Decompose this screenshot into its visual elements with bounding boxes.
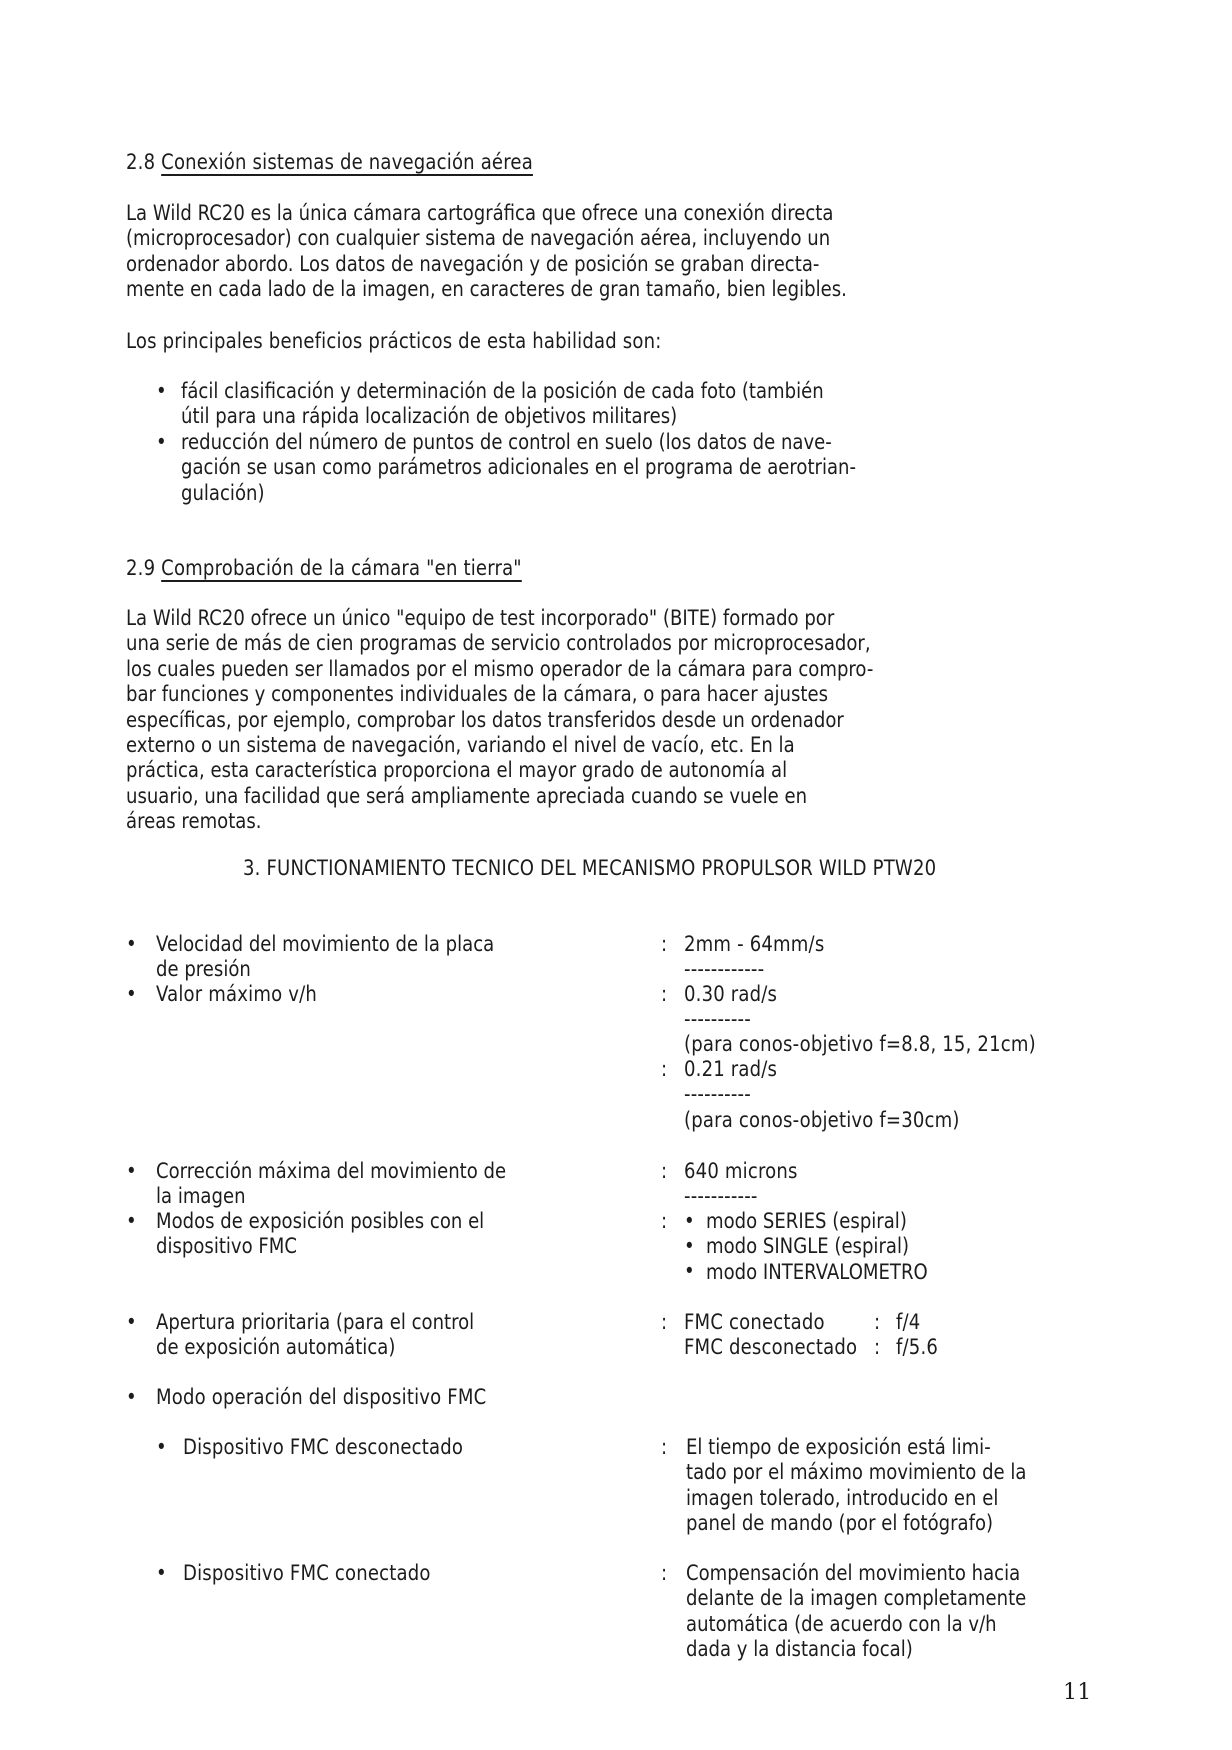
spec-label-line: Modos de exposición posibles con el: [156, 1209, 485, 1233]
spec-label-line: de presión: [156, 957, 251, 982]
spec-rule: ------------: [684, 957, 765, 981]
spec-label-vh: Valor máximo v/h: [156, 982, 317, 1006]
value-line: imagen tolerado, introducido en el: [686, 1485, 999, 1510]
paragraph-line: La Wild RC20 es la única cámara cartográfica que ofrece una conexión directa: [126, 201, 834, 225]
value-line: Compensación del movimiento hacia: [686, 1561, 1021, 1585]
bullet-icon: •: [684, 1259, 695, 1283]
spec-value-vh-1: 0.30 rad/s: [684, 982, 778, 1006]
paragraph-line: práctica, esta característica proporciona el mayor grado de autonomía al: [126, 758, 788, 783]
paragraph-line: ordenador abordo. Los datos de navegación y de posición se graban directa-: [126, 251, 820, 276]
spec-rule: -----------: [684, 1184, 758, 1208]
spec-value-correccion: 640 microns: [684, 1159, 798, 1183]
spec-label-line: Apertura prioritaria (para el control: [156, 1310, 475, 1334]
bullet-icon: •: [126, 1385, 137, 1409]
spec-value-vh-2: 0.21 rad/s: [684, 1057, 778, 1081]
spec-label-line: dispositivo FMC: [156, 1234, 297, 1259]
apertura-key: FMC desconectado: [684, 1335, 858, 1359]
apertura-sep: :: [874, 1310, 881, 1334]
spec-label-line: de exposición automática): [156, 1335, 396, 1360]
sub-value-desconectado: [686, 1435, 1026, 1537]
paragraph-line: La Wild RC20 ofrece un único "equipo de test incorporado" (BITE) formado por: [126, 606, 835, 630]
page-number: 11: [1063, 1680, 1092, 1705]
mode-item: modo SINGLE (espiral): [706, 1234, 910, 1259]
bullet-icon: •: [126, 1159, 137, 1183]
paragraph-line: bar funciones y componentes individuales de la cámara, o para hacer ajustes: [126, 682, 829, 707]
colon-separator: :: [661, 932, 668, 956]
bullet-icon: •: [126, 1310, 137, 1334]
spec-label-line: Corrección máxima del movimiento de: [156, 1159, 507, 1183]
bullet-icon: •: [126, 1209, 137, 1233]
bullet-icon: •: [684, 1209, 695, 1233]
bullet-icon: •: [156, 430, 167, 454]
bullet-icon: •: [156, 1561, 167, 1585]
spec-label-modos: [156, 1209, 484, 1260]
section-2-9-title: Comprobación de la cámara "en tierra": [161, 556, 522, 580]
mode-item: modo INTERVALOMETRO: [706, 1259, 928, 1284]
paragraph-line: específicas, por ejemplo, comprobar los datos transferidos desde un ordenador: [126, 707, 844, 732]
paragraph-line: usuario, una facilidad que será ampliamente apreciada cuando se vuele en: [126, 783, 808, 808]
spec-label-line: la imagen: [156, 1184, 246, 1209]
benefit-line: gación se usan como parámetros adicionales en el programa de aerotrian-: [181, 455, 857, 480]
bullet-icon: •: [156, 379, 167, 403]
value-line: panel de mando (por el fotógrafo): [686, 1511, 994, 1536]
paragraph-line: una serie de más de cien programas de servicio controlados por microprocesador,: [126, 631, 871, 656]
section-3-heading: 3. FUNCTIONAMIENTO TECNICO DEL MECANISMO PROPULSOR WILD PTW20: [243, 856, 937, 880]
paragraph-line: (microprocesador) con cualquier sistema de navegación aérea, incluyendo un: [126, 226, 831, 251]
spec-label-correccion: [156, 1159, 506, 1210]
spec-label-velocidad: [156, 932, 494, 983]
bullet-icon: •: [126, 932, 137, 956]
sub-value-conectado: [686, 1561, 1026, 1663]
paragraph-line: los cuales pueden ser llamados por el mismo operador de la cámara para compro-: [126, 656, 874, 681]
section-2-8-heading: [126, 150, 533, 175]
value-line: automática (de acuerdo con la v/h: [686, 1611, 997, 1636]
colon-separator: :: [661, 1159, 668, 1183]
benefit-line: útil para una rápida localización de objetivos militares): [181, 404, 678, 429]
spec-value-velocidad: 2mm - 64mm/s: [684, 932, 825, 956]
apertura-value: f/5.6: [896, 1335, 939, 1359]
spec-values-modos: [706, 1209, 928, 1285]
bullet-icon: •: [156, 1435, 167, 1459]
section-2-8-paragraph: [126, 201, 847, 303]
colon-separator: :: [661, 1435, 668, 1459]
section-2-9-paragraph: [126, 606, 873, 835]
section-2-8-title: Conexión sistemas de navegación aérea: [161, 150, 533, 174]
value-line: El tiempo de exposición está limi-: [686, 1435, 991, 1459]
apertura-key: FMC conectado: [684, 1310, 825, 1334]
spec-note-vh-1: (para conos-objetivo f=8.8, 15, 21cm): [684, 1032, 1036, 1056]
benefit-item: [181, 379, 824, 430]
section-2-8-number: 2.8: [126, 150, 156, 174]
spec-label-apertura: [156, 1310, 474, 1361]
apertura-sep: :: [874, 1335, 881, 1359]
benefit-line: gulación): [181, 480, 265, 505]
benefit-line: fácil clasificación y determinación de la posición de cada foto (también: [181, 379, 824, 403]
paragraph-line: externo o un sistema de navegación, variando el nivel de vacío, etc. En la: [126, 733, 795, 758]
spec-label-modo-operacion: Modo operación del dispositivo FMC: [156, 1385, 487, 1409]
paragraph-line: áreas remotas.: [126, 809, 262, 834]
colon-separator: :: [661, 1057, 668, 1081]
sub-label-desconectado: Dispositivo FMC desconectado: [183, 1435, 464, 1459]
benefit-item: [181, 430, 856, 506]
value-line: dada y la distancia focal): [686, 1637, 913, 1662]
colon-separator: :: [661, 1209, 668, 1233]
colon-separator: :: [661, 982, 668, 1006]
spec-label-line: Velocidad del movimiento de la placa: [156, 932, 495, 956]
paragraph-line: mente en cada lado de la imagen, en caracteres de gran tamaño, bien legibles.: [126, 277, 847, 302]
apertura-value: f/4: [896, 1310, 921, 1334]
spec-rule: ----------: [684, 1082, 751, 1106]
section-2-9-heading: [126, 556, 522, 581]
colon-separator: :: [661, 1310, 668, 1334]
bullet-icon: •: [126, 982, 137, 1006]
mode-item: modo SERIES (espiral): [706, 1209, 907, 1233]
benefits-intro: Los principales beneficios prácticos de esta habilidad son:: [126, 329, 662, 353]
value-line: delante de la imagen completamente: [686, 1586, 1027, 1611]
sub-label-conectado: Dispositivo FMC conectado: [183, 1561, 431, 1585]
value-line: tado por el máximo movimiento de la: [686, 1460, 1027, 1485]
benefit-line: reducción del número de puntos de control en suelo (los datos de nave-: [181, 430, 832, 454]
spec-note-vh-2: (para conos-objetivo f=30cm): [684, 1108, 960, 1132]
colon-separator: :: [661, 1561, 668, 1585]
bullet-icon: •: [684, 1234, 695, 1258]
spec-rule: ----------: [684, 1007, 751, 1031]
section-2-9-number: 2.9: [126, 556, 156, 580]
